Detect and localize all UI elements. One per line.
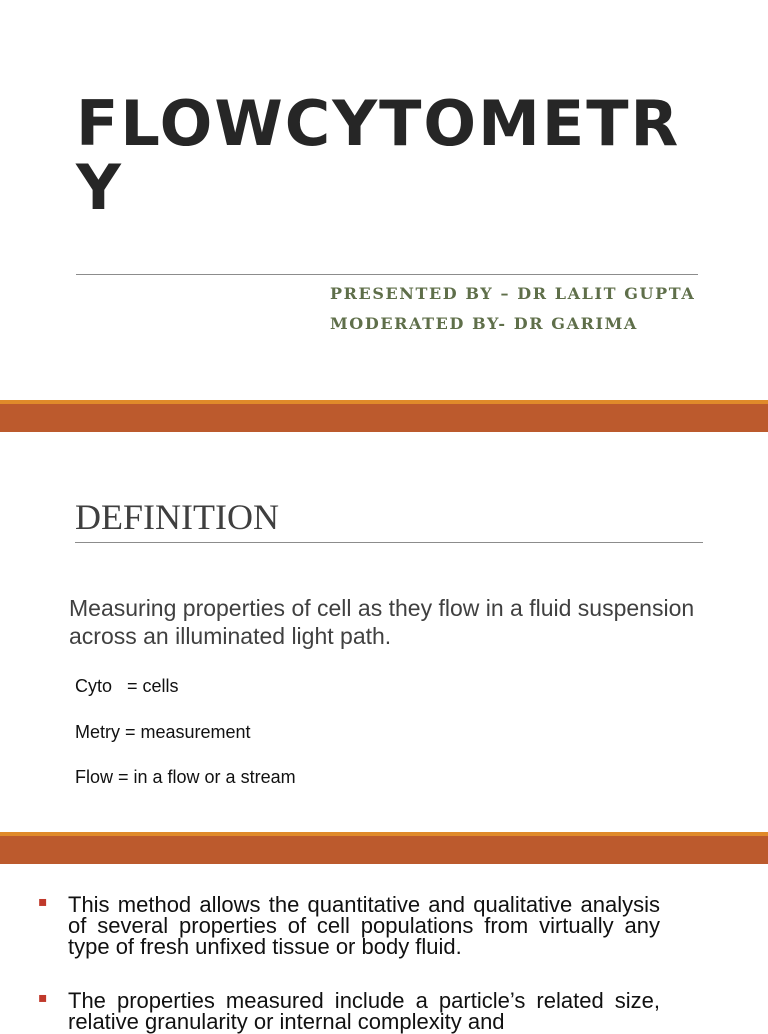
term-flow: Flow = in a flow or a stream — [75, 767, 296, 787]
bullet-marker-icon: ▪ — [38, 894, 48, 910]
bullet-text: The properties measured include a particle’s related size, relative granularity or internal complexity and — [68, 988, 660, 1034]
slide-separator-band — [0, 400, 768, 432]
moderated-by: MODERATED BY- DR GARIMA — [330, 314, 638, 333]
band-body — [0, 836, 768, 864]
slide-title: FLOWCYTOMETRY — [76, 87, 681, 224]
bullet-marker-icon: ▪ — [38, 990, 48, 1006]
presented-by: PRESENTED BY – DR LALIT GUPTA — [330, 284, 696, 303]
content-slide — [0, 864, 768, 1034]
definition-text: Measuring properties of cell as they flow in a fluid suspension across an illuminated light path. — [69, 595, 695, 649]
definition-slide — [0, 432, 768, 832]
bullet-text: This method allows the quantitative and qualitative analysis of several properties of cell populations from virtually any type of fresh unfixed tissue or body fluid. — [68, 892, 660, 959]
title-divider — [76, 274, 698, 275]
slide-separator-band — [0, 832, 768, 864]
definition-heading: DEFINITION — [75, 497, 279, 537]
band-body — [0, 404, 768, 432]
title-slide — [0, 0, 768, 400]
heading-divider — [75, 542, 703, 543]
term-metry: Metry = measurement — [75, 722, 251, 742]
term-cyto: Cyto = cells — [75, 676, 179, 696]
